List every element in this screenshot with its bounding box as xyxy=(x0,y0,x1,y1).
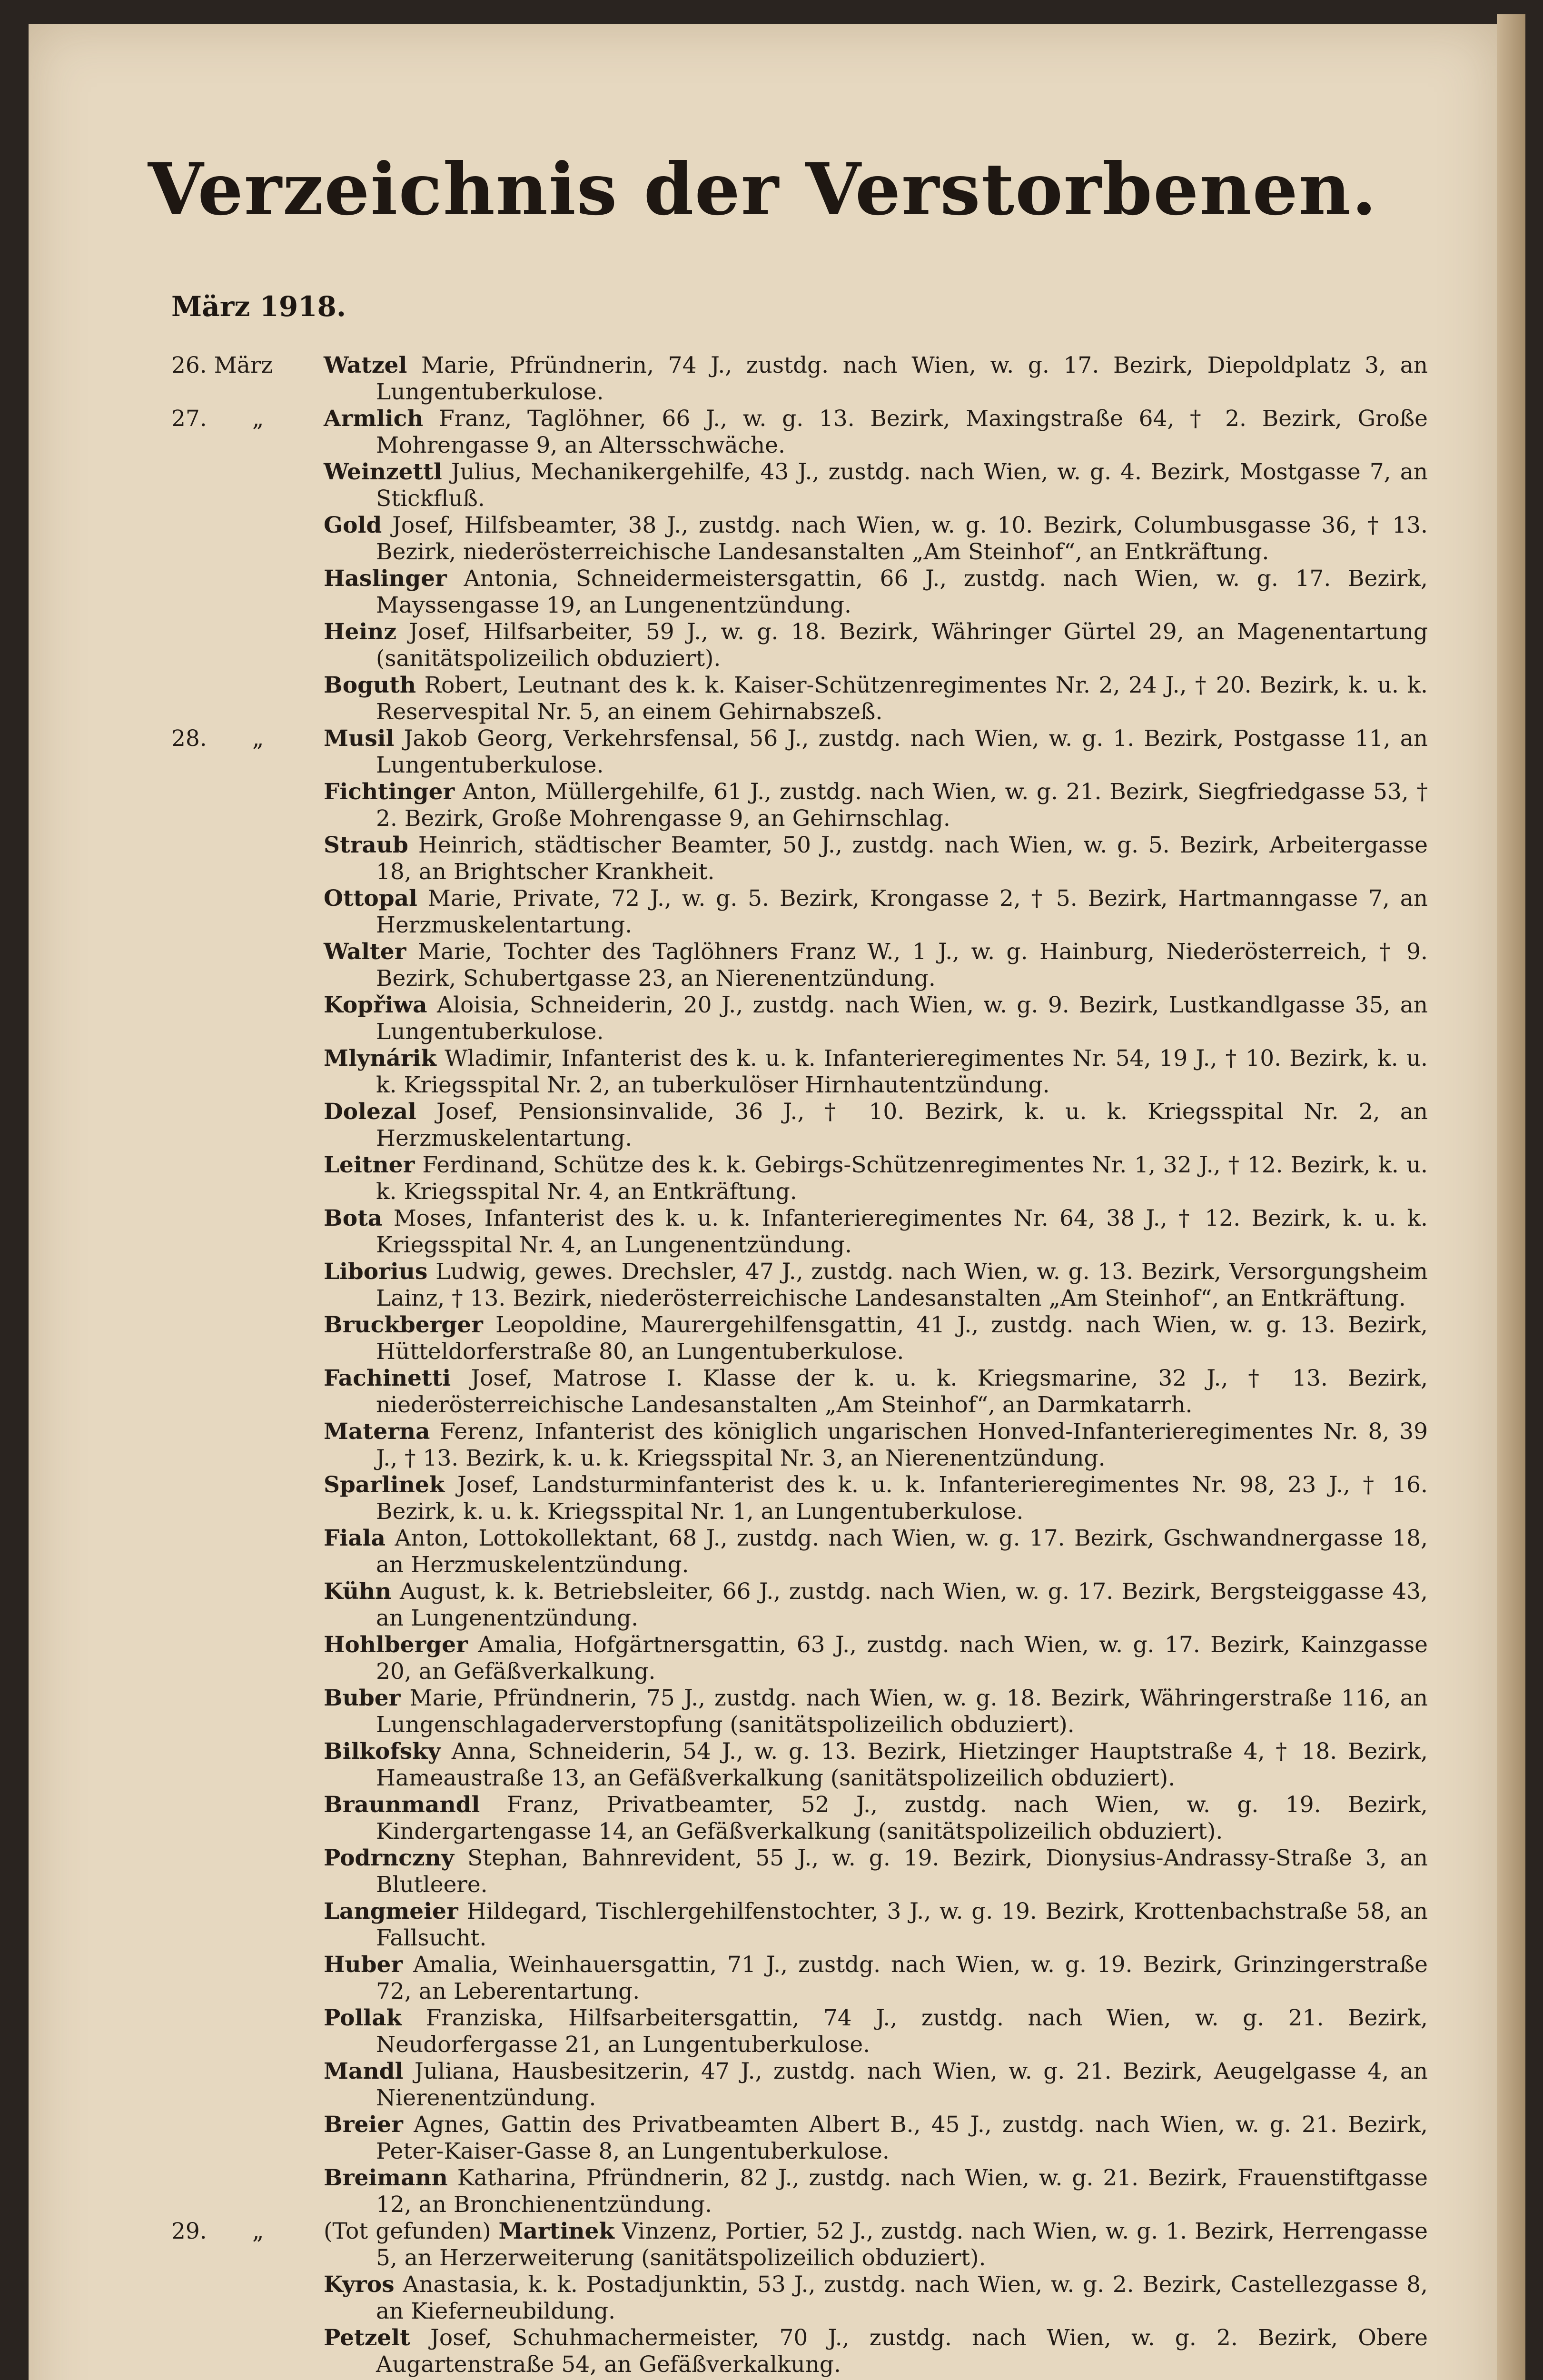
entry-surname: Sparlinek xyxy=(324,1472,445,1498)
entry-body xyxy=(324,1898,1428,1952)
entry-text: Vinzenz, Portier, 52 J., zustdg. nach Wien, w. g. 1. Bezirk, Herrengasse 5, an Herzerweiterung (sanitätspolizeilich obduziert). xyxy=(376,2218,1428,2271)
entry-surname: Fiala xyxy=(324,1525,386,1551)
list-item xyxy=(171,1259,1428,1312)
entry-surname: Weinzettl xyxy=(324,459,442,485)
page-edge xyxy=(1497,14,1525,2380)
list-item xyxy=(171,2325,1428,2378)
entry-surname: Breier xyxy=(324,2112,403,2138)
list-item xyxy=(171,1099,1428,1152)
entry-text: Robert, Leutnant des k. k. Kaiser-Schützenregimentes Nr. 2, 24 J., † 20. Bezirk, k. u. k. Reservespital Nr. 5, an einem Gehirnabszeß. xyxy=(376,672,1428,725)
list-item xyxy=(171,832,1428,885)
entry-surname: Buber xyxy=(324,1685,401,1711)
entry-surname: Materna xyxy=(324,1418,430,1445)
entry-text: Franz, Privatbeamter, 52 J., zustdg. nach Wien, w. g. 19. Bezirk, Kindergartengasse 14, an Gefäßverkalkung (sanitätspolizeilich obduziert). xyxy=(376,1792,1428,1844)
entry-text: Jakob Georg, Verkehrsfensal, 56 J., zustdg. nach Wien, w. g. 1. Bezirk, Postgasse 11, an Lungentuberkulose. xyxy=(376,725,1428,778)
entry-body xyxy=(324,1152,1428,1205)
list-item xyxy=(171,1152,1428,1205)
entry-body xyxy=(324,1472,1428,1525)
entry-text: Katharina, Pfründnerin, 82 J., zustdg. nach Wien, w. g. 21. Bezirk, Frauenstiftgasse 12, an Bronchienentzündung. xyxy=(376,2165,1428,2218)
entry-text: Stephan, Bahnrevident, 55 J., w. g. 19. Bezirk, Dionysius-Andrassy-Straße 3, an Blutleere. xyxy=(376,1845,1428,1898)
list-item xyxy=(171,1632,1428,1685)
entry-surname: Huber xyxy=(324,1952,403,1978)
entry-text: Josef, Schuhmachermeister, 70 J., zustdg. nach Wien, w. g. 2. Bezirk, Obere Augartenstraße 54, an Gefäßverkalkung. xyxy=(376,2325,1428,2378)
entry-body xyxy=(324,939,1428,992)
entry-text: Josef, Hilfsarbeiter, 59 J., w. g. 18. Bezirk, Währinger Gürtel 29, an Magenentartung (sanitätspolizeilich obduziert). xyxy=(376,619,1428,672)
entry-surname: Mlynárik xyxy=(324,1045,436,1071)
entry-surname: Kyros xyxy=(324,2271,395,2298)
entry-body xyxy=(324,672,1428,725)
entry-date: 29. xyxy=(171,2218,207,2244)
entry-body xyxy=(324,459,1428,512)
document-page xyxy=(29,24,1497,2380)
entry-body xyxy=(324,2005,1428,2058)
entry-text: Ferenz, Infanterist des königlich ungarischen Honved-Infanterieregimentes Nr. 8, 39 J., † 13. Bezirk, k. u. k. Kriegsspital Nr. 3, an Nierenentzündung. xyxy=(376,1418,1428,1471)
entry-text: Josef, Matrose I. Klasse der k. u. k. Kriegsmarine, 32 J., † 13. Bezirk, niederösterreichische Landesanstalten „Am Steinhof“, an Darmkatarrh. xyxy=(376,1365,1428,1418)
list-item xyxy=(171,352,1428,406)
entry-body xyxy=(324,1045,1428,1099)
entry-text: Josef, Hilfsbeamter, 38 J., zustdg. nach Wien, w. g. 10. Bezirk, Columbusgasse 36, † 13. Bezirk, niederösterreichische Landesanstalten „Am Steinhof“, an Entkräftung. xyxy=(376,512,1428,565)
entry-body xyxy=(324,2271,1428,2325)
entry-text: Marie, Pfründnerin, 75 J., zustdg. nach Wien, w. g. 18. Bezirk, Währingerstraße 116, an Lungenschlagaderverstopfung (sanitätspolizeilich obduziert). xyxy=(376,1685,1428,1738)
entry-body xyxy=(324,992,1428,1045)
entry-surname: Martinek xyxy=(498,2218,614,2244)
list-item xyxy=(171,2218,1428,2271)
list-item xyxy=(171,725,1428,779)
entry-surname: Hohlberger xyxy=(324,1632,468,1658)
entry-surname: Liborius xyxy=(324,1259,428,1285)
list-item xyxy=(171,619,1428,672)
entry-body xyxy=(324,565,1428,619)
list-item xyxy=(171,1792,1428,1845)
entry-surname: Breimann xyxy=(324,2165,448,2191)
entry-surname: Mandl xyxy=(324,2058,404,2084)
entry-text: Julius, Mechanikergehilfe, 43 J., zustdg. nach Wien, w. g. 4. Bezirk, Mostgasse 7, an Stickfluß. xyxy=(376,459,1428,512)
entry-text: Anna, Schneiderin, 54 J., w. g. 13. Bezirk, Hietzinger Hauptstraße 4, † 18. Bezirk, Hameaustraße 13, an Gefäßverkalkung (sanitätspolizeilich obduziert). xyxy=(376,1738,1428,1791)
entry-text: Marie, Private, 72 J., w. g. 5. Bezirk, Krongasse 2, † 5. Bezirk, Hartmanngasse 7, an Herzmuskelentartung. xyxy=(376,885,1428,938)
entry-surname: Heinz xyxy=(324,619,397,645)
entry-surname: Walter xyxy=(324,939,406,965)
entry-surname: Ottopal xyxy=(324,885,417,912)
list-item xyxy=(171,406,1428,459)
entry-body xyxy=(324,1845,1428,1898)
entry-date: 27. xyxy=(171,406,207,432)
entry-text: Leopoldine, Maurergehilfensgattin, 41 J., zustdg. nach Wien, w. g. 13. Bezirk, Hütteldorferstraße 80, an Lungentuberkulose. xyxy=(376,1312,1428,1365)
entry-text: Juliana, Hausbesitzerin, 47 J., zustdg. nach Wien, w. g. 21. Bezirk, Aeugelgasse 4, an Nierenentzündung. xyxy=(376,2058,1428,2111)
entry-surname: Petzelt xyxy=(324,2325,410,2351)
entry-text: August, k. k. Betriebsleiter, 66 J., zustdg. nach Wien, w. g. 17. Bezirk, Bergsteiggasse 43, an Lungenentzündung. xyxy=(376,1578,1428,1631)
list-item xyxy=(171,992,1428,1045)
list-item xyxy=(171,512,1428,565)
entry-body xyxy=(324,1578,1428,1632)
entry-text: Wladimir, Infanterist des k. u. k. Infanterieregimentes Nr. 54, 19 J., † 10. Bezirk, k. u. k. Kriegsspital Nr. 2, an tuberkulöser Hirnhautentzündung. xyxy=(376,1045,1428,1098)
entry-prefix: (Tot gefunden) xyxy=(324,2218,491,2244)
list-item xyxy=(171,885,1428,939)
list-item xyxy=(171,1578,1428,1632)
entry-list xyxy=(171,352,1428,2378)
entry-surname: Gold xyxy=(324,512,382,538)
entry-surname: Kühn xyxy=(324,1578,392,1605)
list-item xyxy=(171,1952,1428,2005)
entry-body xyxy=(324,779,1428,832)
entry-body xyxy=(324,1525,1428,1578)
entry-text: Agnes, Gattin des Privatbeamten Albert B., 45 J., zustdg. nach Wien, w. g. 21. Bezirk, Peter-Kaiser-Gasse 8, an Lungentuberkulose. xyxy=(376,2112,1428,2164)
entry-body xyxy=(324,2112,1428,2165)
entry-body xyxy=(324,1632,1428,1685)
entry-ditto-mark: „ xyxy=(252,2218,264,2244)
entry-text: Amalia, Weinhauersgattin, 71 J., zustdg. nach Wien, w. g. 19. Bezirk, Grinzingerstraße 72, an Leberentartung. xyxy=(376,1952,1428,2004)
entry-surname: Bota xyxy=(324,1205,383,1231)
entry-surname: Langmeier xyxy=(324,1898,458,1924)
month-heading: März 1918. xyxy=(171,290,346,323)
entry-text: Franziska, Hilfsarbeitersgattin, 74 J., zustdg. nach Wien, w. g. 21. Bezirk, Neudorfergasse 21, an Lungentuberkulose. xyxy=(376,2005,1428,2058)
list-item xyxy=(171,1205,1428,1259)
entry-text: Josef, Pensionsinvalide, 36 J., † 10. Bezirk, k. u. k. Kriegsspital Nr. 2, an Herzmuskelentartung. xyxy=(376,1099,1428,1151)
list-item xyxy=(171,1898,1428,1952)
entry-text: Franz, Taglöhner, 66 J., w. g. 13. Bezirk, Maxingstraße 64, † 2. Bezirk, Große Mohrengasse 9, an Altersschwäche. xyxy=(376,406,1428,458)
entry-surname: Bruckberger xyxy=(324,1312,483,1338)
entry-body xyxy=(324,1792,1428,1845)
list-item xyxy=(171,1312,1428,1365)
entry-body xyxy=(324,1099,1428,1152)
entry-body xyxy=(324,1365,1428,1418)
list-item xyxy=(171,1472,1428,1525)
entry-text: Amalia, Hofgärtnersgattin, 63 J., zustdg. nach Wien, w. g. 17. Bezirk, Kainzgasse 20, an Gefäßverkalkung. xyxy=(376,1632,1428,1685)
entry-body xyxy=(324,1685,1428,1738)
list-item xyxy=(171,2271,1428,2325)
entry-text: Marie, Pfründnerin, 74 J., zustdg. nach Wien, w. g. 17. Bezirk, Diepoldplatz 3, an Lungentuberkulose. xyxy=(376,352,1428,405)
entry-surname: Straub xyxy=(324,832,408,858)
entry-surname: Leitner xyxy=(324,1152,415,1178)
entry-body xyxy=(324,2325,1428,2378)
list-item xyxy=(171,2112,1428,2165)
entry-text: Marie, Tochter des Taglöhners Franz W., 1 J., w. g. Hainburg, Niederösterreich, † 9. Bezirk, Schubertgasse 23, an Nierenentzündung. xyxy=(376,939,1428,992)
list-item xyxy=(171,1525,1428,1578)
entry-body xyxy=(324,352,1428,406)
list-item xyxy=(171,779,1428,832)
entry-ditto-mark: „ xyxy=(252,725,264,752)
entry-body xyxy=(324,619,1428,672)
entry-surname: Bilkofsky xyxy=(324,1738,441,1765)
entry-text: Anastasia, k. k. Postadjunktin, 53 J., zustdg. nach Wien, w. g. 2. Bezirk, Castellezgasse 8, an Kieferneubildung. xyxy=(376,2271,1428,2324)
entry-text: Moses, Infanterist des k. u. k. Infanterieregimentes Nr. 64, 38 J., † 12. Bezirk, k. u. k. Kriegsspital Nr. 4, an Lungenentzündung. xyxy=(376,1205,1428,1258)
entry-surname: Haslinger xyxy=(324,565,447,592)
list-item xyxy=(171,459,1428,512)
entry-text: Ferdinand, Schütze des k. k. Gebirgs-Schützenregimentes Nr. 1, 32 J., † 12. Bezirk, k. u. k. Kriegsspital Nr. 4, an Entkräftung. xyxy=(376,1152,1428,1205)
entry-surname: Fachinetti xyxy=(324,1365,451,1391)
entry-text: Aloisia, Schneiderin, 20 J., zustdg. nach Wien, w. g. 9. Bezirk, Lustkandlgasse 35, an Lungentuberkulose. xyxy=(376,992,1428,1045)
entry-body xyxy=(324,2058,1428,2112)
entry-surname: Armlich xyxy=(324,406,424,432)
entry-surname: Boguth xyxy=(324,672,416,698)
entry-text: Antonia, Schneidermeistersgattin, 66 J., zustdg. nach Wien, w. g. 17. Bezirk, Mayssengasse 19, an Lungenentzündung. xyxy=(376,565,1428,618)
list-item xyxy=(171,1365,1428,1418)
entry-body xyxy=(324,2165,1428,2218)
entry-body xyxy=(324,1312,1428,1365)
entry-surname: Braunmandl xyxy=(324,1792,480,1818)
entry-surname: Podrnczny xyxy=(324,1845,455,1871)
entry-surname: Dolezal xyxy=(324,1099,416,1125)
entry-surname: Kopřiwa xyxy=(324,992,427,1018)
entry-body xyxy=(324,406,1428,459)
entry-body xyxy=(324,1738,1428,1792)
list-item xyxy=(171,2005,1428,2058)
entry-surname: Pollak xyxy=(324,2005,402,2031)
entry-body xyxy=(324,885,1428,939)
entry-body xyxy=(324,1418,1428,1472)
list-item xyxy=(171,1845,1428,1898)
entry-text: Josef, Landsturminfanterist des k. u. k. Infanterieregimentes Nr. 98, 23 J., † 16. Bezirk, k. u. k. Kriegsspital Nr. 1, an Lungentuberkulose. xyxy=(376,1472,1428,1525)
list-item xyxy=(171,565,1428,619)
entry-surname: Watzel xyxy=(324,352,407,378)
list-item xyxy=(171,2165,1428,2218)
list-item xyxy=(171,1685,1428,1738)
list-item xyxy=(171,939,1428,992)
entry-text: Hildegard, Tischlergehilfenstochter, 3 J., w. g. 19. Bezirk, Krottenbachstraße 58, an Fallsucht. xyxy=(376,1898,1428,1951)
entry-body xyxy=(324,512,1428,565)
entry-surname: Musil xyxy=(324,725,395,752)
entry-body xyxy=(324,1205,1428,1259)
list-item xyxy=(171,1738,1428,1792)
page-title: Verzeichnis der Verstorbenen. xyxy=(148,148,1378,231)
entry-body xyxy=(324,832,1428,885)
list-item xyxy=(171,2058,1428,2112)
entry-body xyxy=(324,2218,1428,2271)
list-item xyxy=(171,1418,1428,1472)
entry-date: 28. xyxy=(171,725,207,752)
entry-text: Ludwig, gewes. Drechsler, 47 J., zustdg. nach Wien, w. g. 13. Bezirk, Versorgungsheim Lainz, † 13. Bezirk, niederösterreichische Landesanstalten „Am Steinhof“, an Entkräftung. xyxy=(376,1259,1428,1311)
entry-body xyxy=(324,1259,1428,1312)
entry-body xyxy=(324,725,1428,779)
entry-surname: Fichtinger xyxy=(324,779,455,805)
entry-body xyxy=(324,1952,1428,2005)
entry-text: Anton, Lottokollektant, 68 J., zustdg. nach Wien, w. g. 17. Bezirk, Gschwandnergasse 18, an Herzmuskelentzündung. xyxy=(376,1525,1428,1578)
entry-text: Anton, Müllergehilfe, 61 J., zustdg. nach Wien, w. g. 21. Bezirk, Siegfriedgasse 53, † 2. Bezirk, Große Mohrengasse 9, an Gehirnschlag. xyxy=(376,779,1428,832)
entry-text: Heinrich, städtischer Beamter, 50 J., zustdg. nach Wien, w. g. 5. Bezirk, Arbeitergasse 18, an Brightscher Krankheit. xyxy=(376,832,1428,885)
entry-ditto-mark: „ xyxy=(252,406,264,432)
entry-date: 26. März xyxy=(171,352,273,378)
list-item xyxy=(171,1045,1428,1099)
list-item xyxy=(171,672,1428,725)
